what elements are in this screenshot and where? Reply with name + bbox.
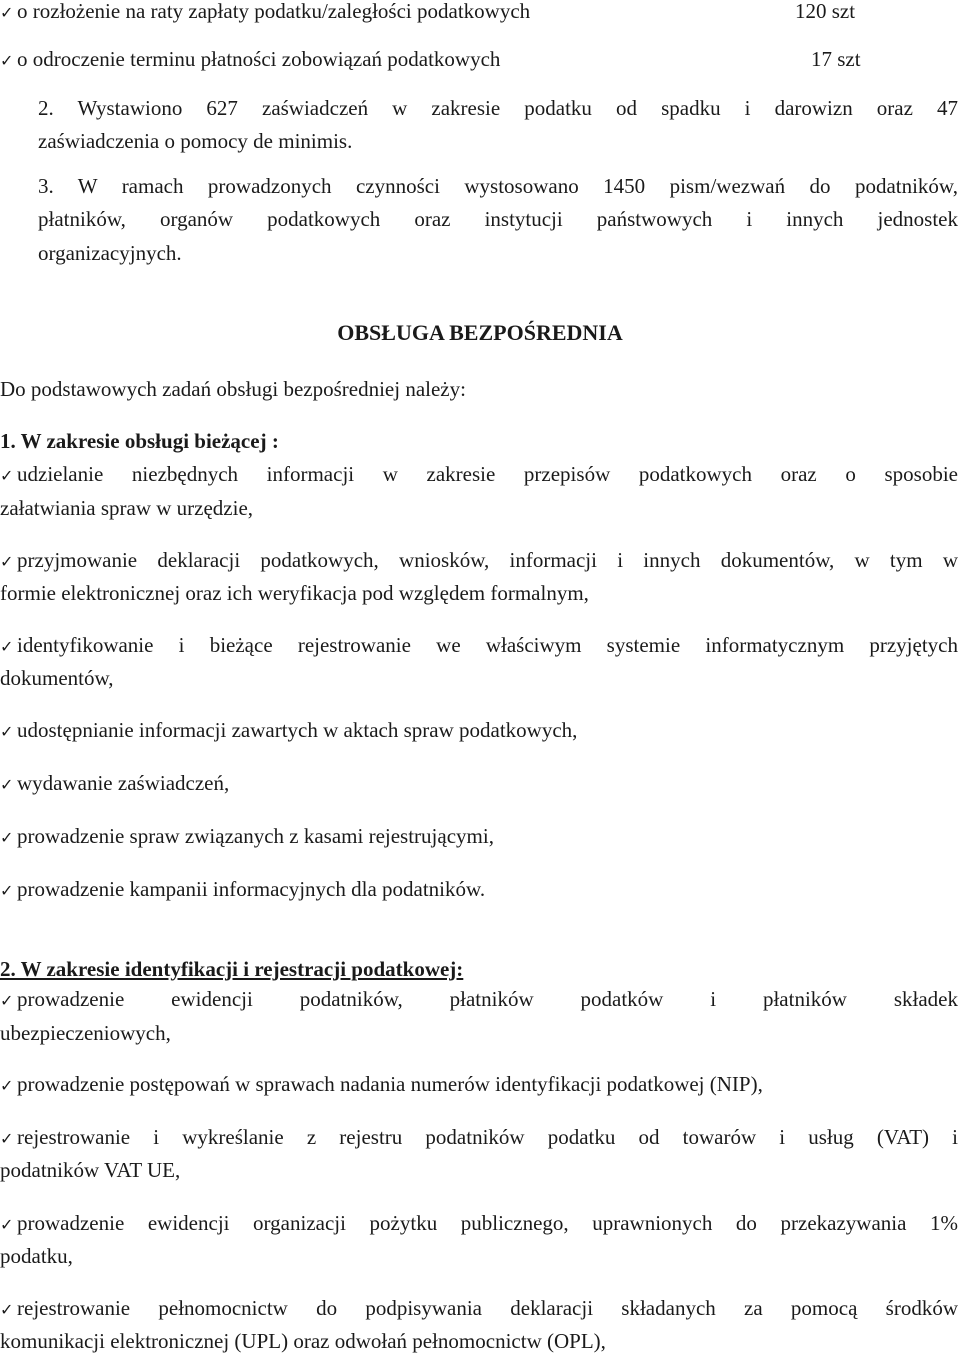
check-icon: ✓ (0, 554, 14, 571)
item3-line3: organizacyjnych. (38, 241, 182, 265)
top-item-text: o rozłożenie na raty zapłaty podatku/zaległości podatkowych (17, 0, 531, 23)
top-item-qty: 17 szt (811, 47, 861, 71)
check-icon: ✓ (0, 639, 14, 656)
check-icon: ✓ (0, 468, 14, 485)
section2-item-1: ✓ prowadzenie ewidencji podatników, płatników podatków i płatników składek (0, 983, 958, 1018)
check-icon: ✓ (0, 1217, 14, 1234)
item3-line1: 3. W ramach prowadzonych czynności wystosowano 1450 pism/wezwań do podatników, (38, 174, 958, 198)
check-icon: ✓ (0, 1131, 14, 1148)
check-icon: ✓ (0, 830, 14, 847)
section1-item-2: ✓ przyjmowanie deklaracji podatkowych, wniosków, informacji i innych dokumentów, w tym w (0, 544, 958, 579)
check-icon: ✓ (0, 883, 14, 900)
section2-item-5-cont: komunikacji elektronicznej (UPL) oraz odwołań pełnomocnictw (OPL), (0, 1329, 606, 1353)
section1-item-4: ✓ udostępnianie informacji zawartych w aktach spraw podatkowych, (0, 714, 958, 749)
section1-item-3-cont: dokumentów, (0, 666, 114, 690)
section2-item-3: ✓ rejestrowanie i wykreślanie z rejestru podatników podatku od towarów i usług (VAT) i (0, 1121, 958, 1156)
section1-item-1-cont: załatwiania spraw w urzędzie, (0, 496, 254, 520)
section1-item-2-cont: formie elektronicznej oraz ich weryfikacja pod względem formalnym, (0, 581, 589, 605)
section1-item-1: ✓ udzielanie niezbędnych informacji w zakresie przepisów podatkowych oraz o sposobie (0, 458, 958, 493)
item2-line2: zaświadczenia o pomocy de minimis. (38, 129, 353, 153)
check-icon: ✓ (0, 777, 14, 794)
intro-text: Do podstawowych zadań obsługi bezpośredniej należy: (0, 377, 466, 401)
check-icon: ✓ (0, 993, 14, 1010)
section2-item-3-cont: podatników VAT UE, (0, 1158, 181, 1182)
item2-line1: 2. Wystawiono 627 zaświadczeń w zakresie podatku od spadku i darowizn oraz 47 (38, 96, 958, 120)
section1-title: 1. W zakresie obsługi bieżącej : (0, 429, 279, 453)
section2-item-1-cont: ubezpieczeniowych, (0, 1021, 171, 1045)
check-icon: ✓ (0, 1302, 14, 1319)
section2-item-5: ✓ rejestrowanie pełnomocnictw do podpisywania deklaracji składanych za pomocą środków (0, 1292, 958, 1327)
section2-item-4: ✓ prowadzenie ewidencji organizacji pożytku publicznego, uprawnionych do przekazywania 1% (0, 1207, 958, 1242)
section1-item-3: ✓ identyfikowanie i bieżące rejestrowanie we właściwym systemie informatycznym przyjętych (0, 629, 958, 664)
section2-item-4-cont: podatku, (0, 1244, 73, 1268)
item3-line2: płatników, organów podatkowych oraz instytucji państwowych i innych jednostek (38, 207, 958, 231)
section1-item-5: ✓ wydawanie zaświadczeń, (0, 767, 958, 802)
top-item-qty: 120 szt (795, 0, 856, 23)
section2-item-2: ✓ prowadzenie postępowań w sprawach nadania numerów identyfikacji podatkowej (NIP), (0, 1068, 958, 1103)
section1-item-6: ✓ prowadzenie spraw związanych z kasami rejestrującymi, (0, 820, 958, 855)
check-icon: ✓ (0, 53, 14, 70)
top-item-text: o odroczenie terminu płatności zobowiązań podatkowych (17, 47, 501, 71)
section1-item-7: ✓ prowadzenie kampanii informacyjnych dla podatników. (0, 873, 958, 908)
check-icon: ✓ (0, 1078, 14, 1095)
section-heading: OBSŁUGA BEZPOŚREDNIA (337, 320, 623, 345)
section2-title: 2. W zakresie identyfikacji i rejestracji podatkowej: (0, 957, 464, 981)
check-icon: ✓ (0, 724, 14, 741)
check-icon: ✓ (0, 5, 14, 22)
